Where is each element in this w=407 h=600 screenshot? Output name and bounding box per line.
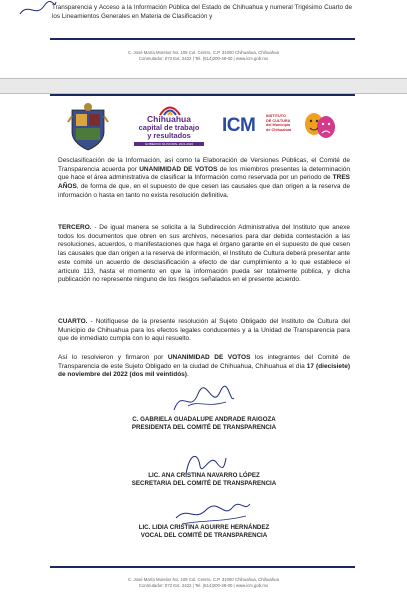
previous-page-paragraph: Transparencia y Acceso a la Información Pública del Estado de Chihuahua y numeral Trigésimo Cuarto de los Lineamientos Generales en Materia de Clasificación y	[52, 4, 352, 20]
signatory-2-name: LIC. ANA CRISTINA NAVARRO LÓPEZ	[148, 472, 260, 479]
logo-text-line1: Chihuahua	[147, 114, 191, 124]
footer-address: C. José María Morelos No. 109 Col. Centro, C.P. 31000 Chihuahua, Chihuahua	[128, 50, 279, 55]
header-rule	[50, 94, 355, 96]
icm-logo	[222, 110, 342, 144]
footer-address-bottom: C. José María Morelos No. 109 Col. Centro, C.P. 31000 Chihuahua, Chihuahua	[128, 577, 279, 582]
footer-contact-bottom: Conmutador: 072 Ext. 2422 | Tel. (614)200-48-00 | www.icm.gob.mx	[138, 583, 269, 588]
footer-rule-bottom	[50, 566, 355, 568]
chihuahua-logo	[124, 104, 214, 150]
document-page	[0, 94, 407, 600]
signatory-1-role: PRESIDENTA DEL COMITÉ DE TRANSPARENCIA	[131, 424, 277, 431]
paragraph-cierre: Así lo resolvieron y firmaron por UNANIMIDAD DE VOTOS los integrantes del Comité de Transparencia de este Sujeto Obligado en la ciudad de Chihuahua, Chihuahua el día 17 (diecisiete) de noviembre del 2022 (dos mil veintidós).	[58, 354, 350, 379]
header-logos	[0, 102, 407, 152]
previous-page	[0, 0, 407, 78]
icm-logo-text: ICM	[222, 115, 256, 136]
coat-of-arms-icon	[66, 102, 110, 152]
paragraph-tercero: TERCERO. - De igual manera se solicita a la Subdirección Administrativa del Instituto que anexe todos los documentos que obren en sus archivos, necesarios para dar debida contestación a las resoluciones, acuerdos, o manifestaciones que haga el órgano garante en el supuesto de que cesen las causales que dan origen a la reserva de información, el Instituto de Cultura deberá presentar ante este comité un acuerdo de desclasificación a efecto de dar cumplimiento a lo que establece el artículo 113, hasta el momento en que la información pueda ser totalmente pública, y dicha publicación no represente ninguno de los riesgos señalados en el presente acuerdo.	[58, 224, 350, 284]
logo-subtitle: GOBIERNO MUNICIPAL 2021-2024	[134, 142, 204, 146]
paragraph-desclasificacion: Desclasificación de la Información, así como la Elaboración de Versiones Públicas, el Comité de Transparencia acuerda por UNANIMIDAD DE VOTOS de los miembros presentes la determinación que hace el área administrativa de clasificar la Información como reservada por un periodo de TRES AÑOS, de forma de que, en el supuesto de que cesen las causales que dan origen a la reserva de información o hasta en tanto no exista resolución definitiva.	[58, 157, 350, 199]
signatory-3-name: LIC. LIDIA CRISTINA AGUIRRE HERNÁNDEZ	[138, 524, 270, 531]
page-separator	[0, 78, 407, 94]
footer-contact: Conmutador: 072 Ext. 2422 | Tel. (614)200-48-00 | www.icm.gob.mx	[138, 56, 269, 61]
signature-1-image	[168, 384, 238, 416]
signatory-1-name: C. GABRIELA GUADALUPE ANDRADE RAIGOZA	[132, 416, 276, 423]
icm-logo-subtitle: INSTITUTO DE CULTURA del Municipio de Chihuahua	[266, 114, 292, 132]
logo-text-line2: capital de trabajo	[138, 123, 200, 132]
paragraph-cuarto: CUARTO. - Notifíquese de la presente resolución al Sujeto Obligado del Instituto de Cultura del Municipio de Chihuahua para los efectos legales conducentes y a la Unidad de Transparencia para que de inmediato cumpla con lo aquí resuelto.	[58, 318, 350, 343]
logo-text-line3: y resultados	[147, 131, 191, 140]
signature-2	[58, 472, 350, 488]
footer-rule	[50, 38, 355, 40]
signature-1	[58, 416, 350, 432]
signature-3	[58, 524, 350, 540]
theater-masks-icon	[302, 110, 338, 142]
signatory-3-role: VOCAL DEL COMITÉ DE TRANSPARENCIA	[140, 532, 268, 539]
signatory-2-role: SECRETARIA DEL COMITÉ DE TRANSPARENCIA	[131, 480, 277, 487]
